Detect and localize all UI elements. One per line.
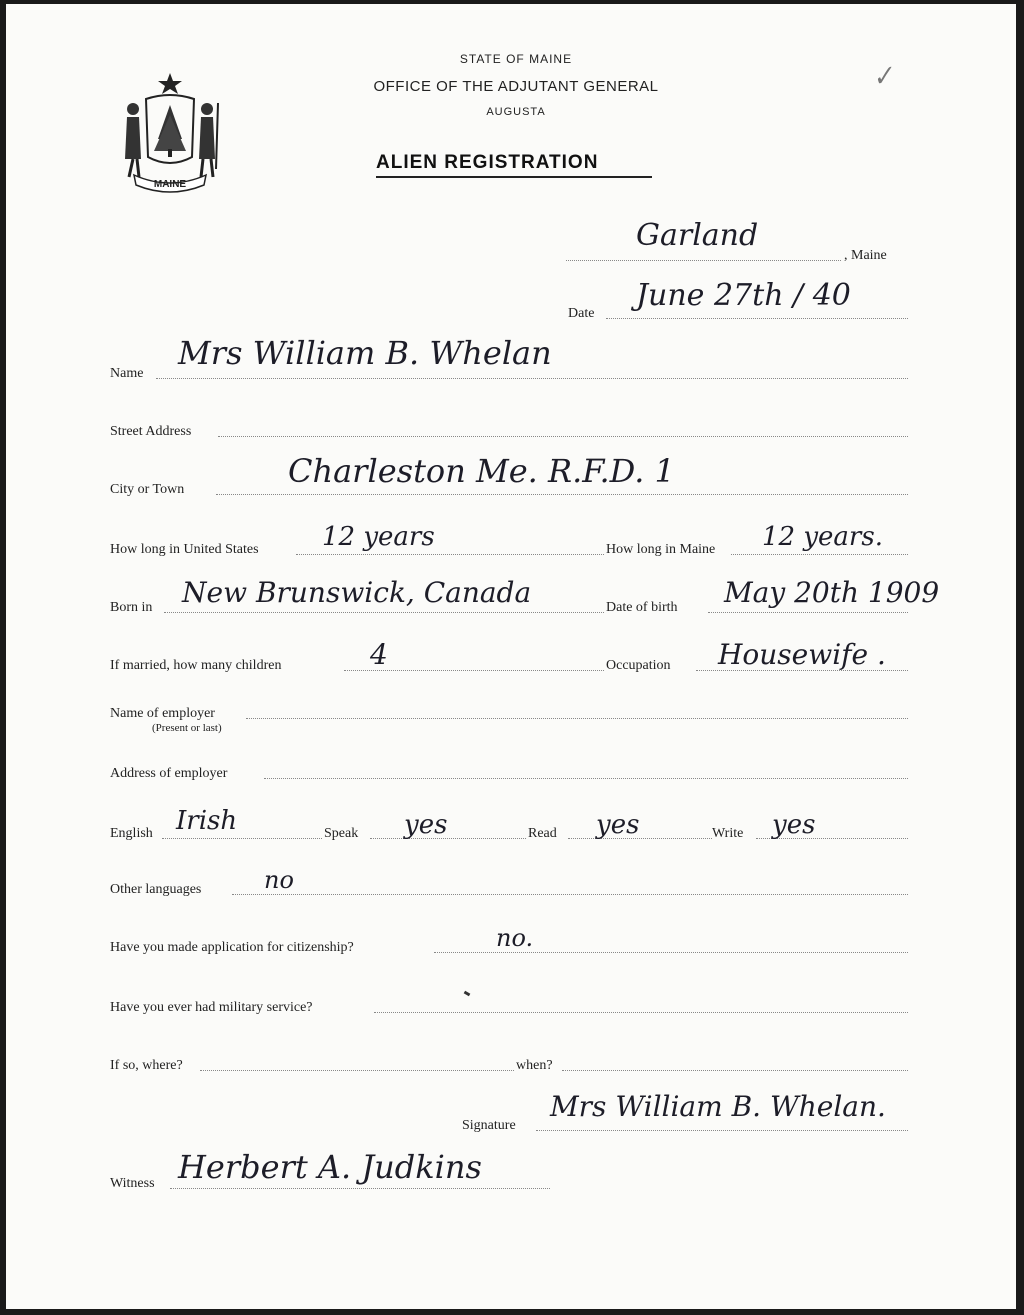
header-state: STATE OF MAINE [459, 52, 573, 66]
how-long-us-field[interactable] [296, 554, 604, 555]
employer-field[interactable] [246, 718, 908, 719]
seal-text: MAINE [153, 179, 187, 190]
read-field[interactable] [568, 838, 712, 839]
city-label: City or Town [110, 482, 185, 497]
signature-field[interactable] [536, 1130, 908, 1131]
other-languages-label: Other languages [110, 882, 202, 897]
when-label: when? [516, 1058, 553, 1073]
witness-label: Witness [110, 1176, 155, 1191]
read-value: yes [596, 810, 640, 840]
name-value: Mrs William B. Whelan [178, 334, 552, 372]
employer-address-label: Address of employer [110, 766, 228, 781]
citizenship-label: Have you made application for citizenship? [110, 940, 354, 955]
occupation-value: Housewife . [718, 638, 886, 671]
english-value: Irish [176, 806, 238, 836]
military-label: Have you ever had military service? [110, 1000, 313, 1015]
where-field[interactable] [200, 1070, 514, 1071]
born-in-value: New Brunswick, Canada [182, 576, 532, 609]
name-field[interactable] [156, 378, 908, 379]
employer-label: Name of employer [110, 706, 215, 721]
write-value: yes [772, 810, 816, 840]
born-in-field[interactable] [164, 612, 604, 613]
other-languages-field[interactable] [232, 894, 908, 895]
town-value: Garland [636, 218, 759, 253]
read-label: Read [528, 826, 557, 841]
date-of-birth-label: Date of birth [606, 600, 678, 615]
employer-note: (Present or last) [152, 722, 222, 734]
date-value: June 27th / 40 [636, 278, 851, 313]
street-label: Street Address [110, 424, 192, 439]
check-mark: ✓ [869, 60, 897, 94]
how-long-us-label: How long in United States [110, 542, 259, 557]
citizenship-value: no. [496, 924, 534, 952]
how-long-maine-field[interactable] [731, 554, 908, 555]
when-field[interactable] [562, 1070, 908, 1071]
stray-mark [464, 991, 471, 997]
how-long-maine-label: How long in Maine [606, 542, 716, 557]
city-value: Charleston Me. R.F.D. 1 [288, 452, 675, 490]
citizenship-field[interactable] [434, 952, 908, 953]
header-city: AUGUSTA [486, 106, 546, 118]
date-field[interactable] [606, 318, 908, 319]
english-label: English [110, 826, 153, 841]
street-field[interactable] [218, 436, 908, 437]
town-field[interactable] [566, 260, 841, 261]
born-in-label: Born in [110, 600, 153, 615]
english-field[interactable] [162, 838, 322, 839]
date-of-birth-field[interactable] [708, 612, 908, 613]
maine-label: , Maine [844, 248, 887, 263]
header-office: OFFICE OF THE ADJUTANT GENERAL [373, 78, 659, 95]
military-field[interactable] [374, 1012, 908, 1013]
speak-value: yes [404, 810, 448, 840]
how-long-maine-value: 12 years. [762, 522, 883, 552]
form-title: ALIEN REGISTRATION [376, 152, 652, 178]
where-label: If so, where? [110, 1058, 183, 1073]
children-label: If married, how many children [110, 658, 282, 673]
speak-label: Speak [324, 826, 359, 841]
employer-address-field[interactable] [264, 778, 908, 779]
date-label: Date [568, 306, 595, 321]
witness-field[interactable] [170, 1188, 550, 1189]
speak-field[interactable] [370, 838, 526, 839]
occupation-label: Occupation [606, 658, 671, 673]
maine-state-seal-icon [116, 69, 224, 194]
how-long-us-value: 12 years [322, 522, 435, 552]
registration-form [6, 4, 1016, 1309]
witness-value: Herbert A. Judkins [178, 1148, 482, 1186]
other-languages-value: no [264, 866, 294, 894]
date-of-birth-value: May 20th 1909 [724, 576, 940, 609]
children-value: 4 [370, 638, 388, 671]
write-label: Write [712, 826, 744, 841]
signature-value: Mrs William B. Whelan. [550, 1090, 886, 1123]
city-field[interactable] [216, 494, 908, 495]
signature-label: Signature [462, 1118, 516, 1133]
name-label: Name [110, 366, 144, 381]
